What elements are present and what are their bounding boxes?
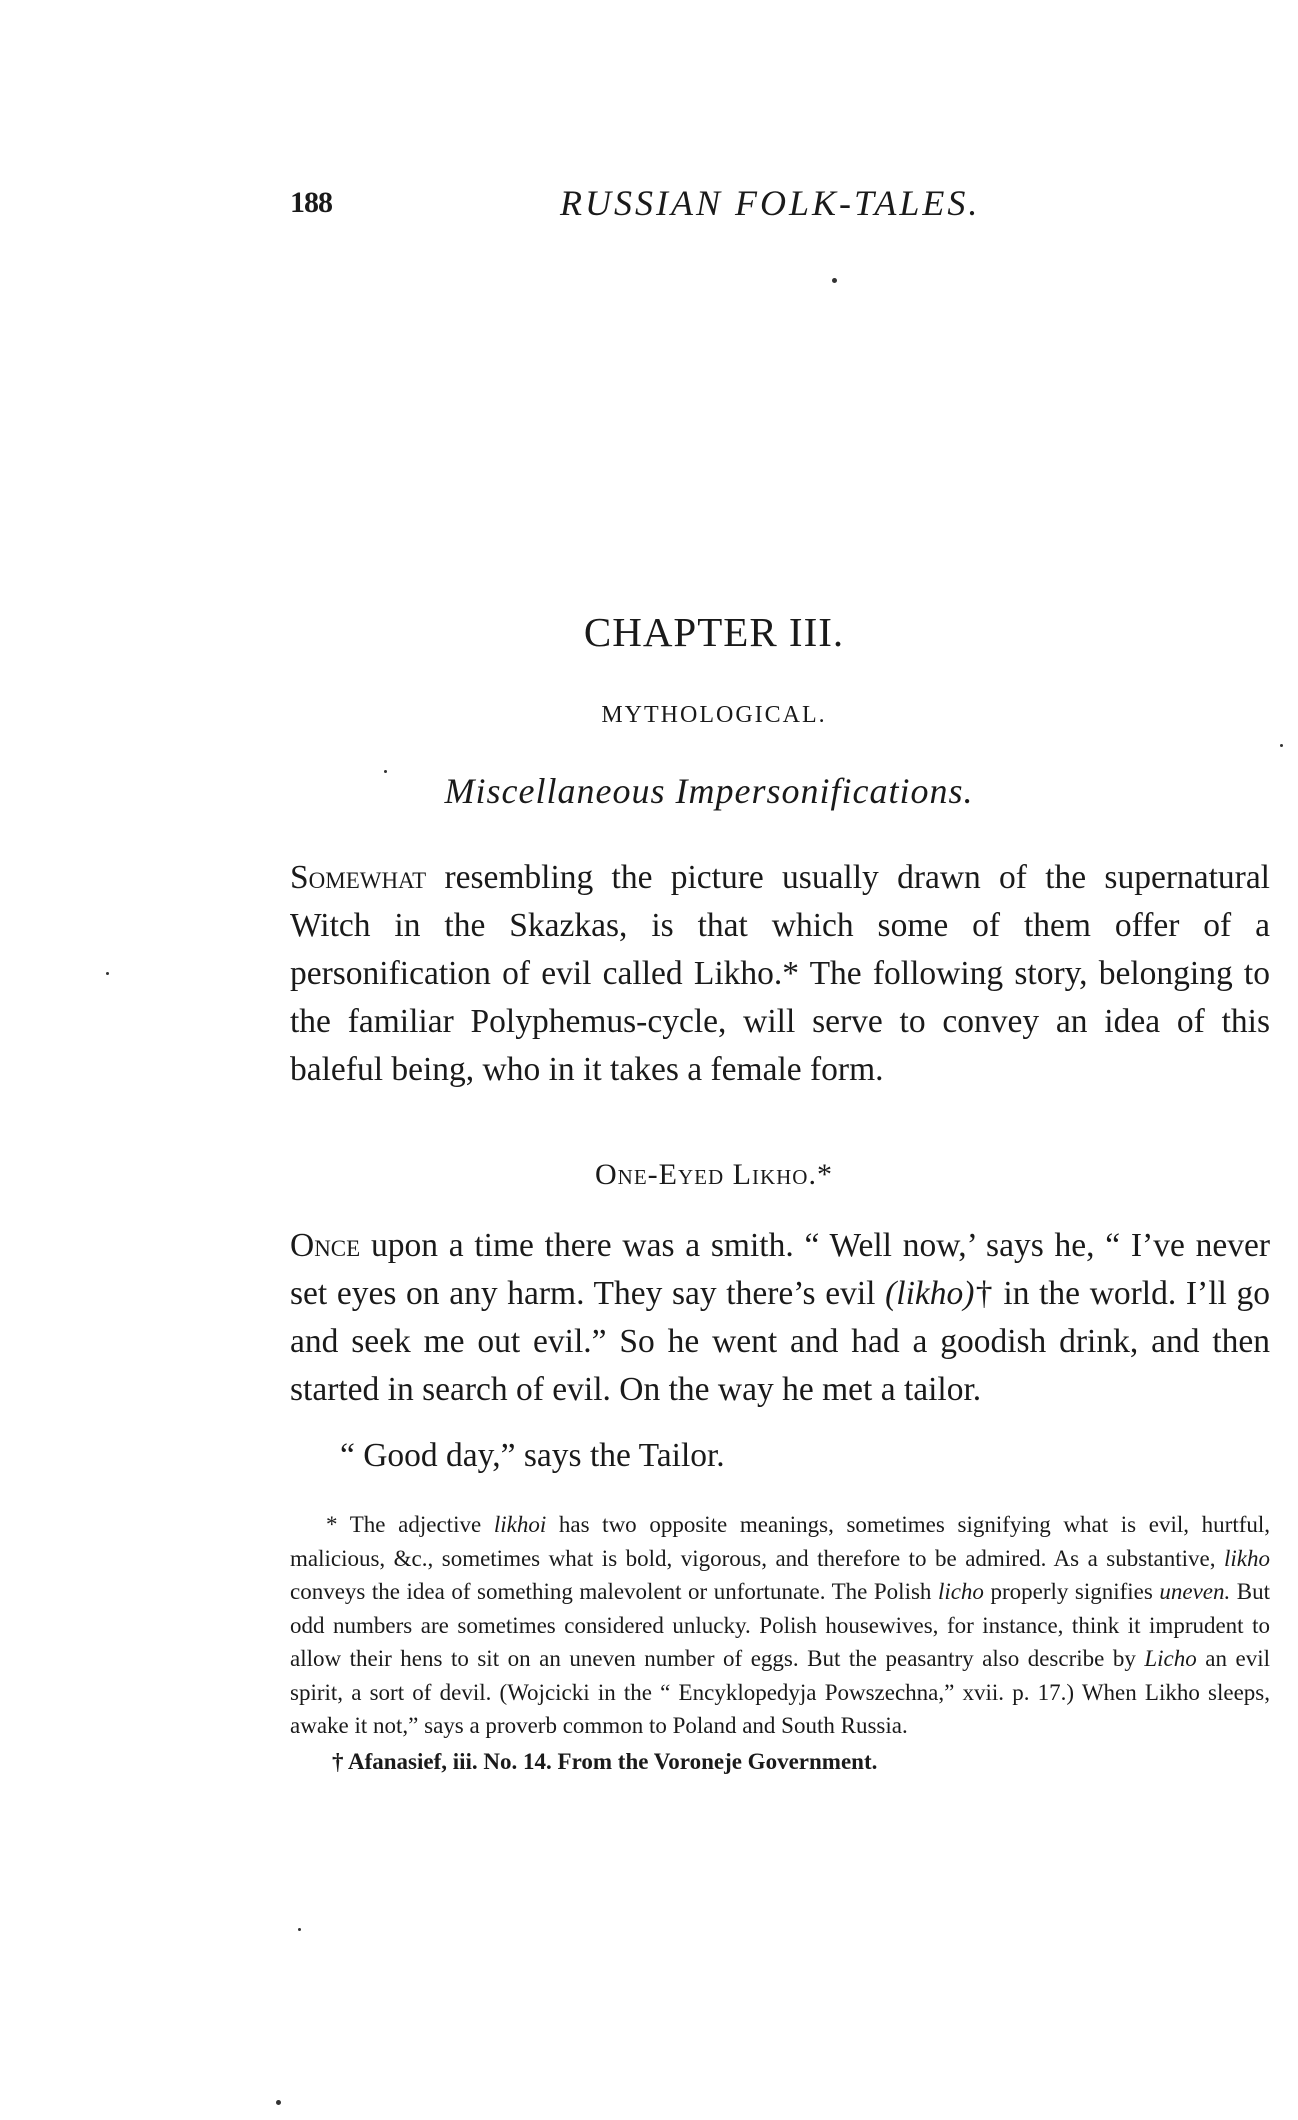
scan-speck bbox=[832, 278, 837, 283]
footnote-text: The adjective bbox=[349, 1512, 494, 1537]
scan-speck bbox=[276, 2100, 281, 2105]
footnote-text: But odd numbers are sometimes considered unlucky. Polish housewives, for instance, think it imprudent to allow their hens to sit on an uneven number of eggs. But the peasantry also describe by bbox=[290, 1579, 1271, 1671]
story-text-2: † in the world. I’ll go and seek me out evil.” So he went and had a goodish drink, and then started in search of evil. On the way he met a tailor. bbox=[290, 1275, 1270, 1408]
scan-speck bbox=[384, 770, 387, 773]
footnote-italic: uneven. bbox=[1159, 1579, 1231, 1604]
footnote-italic: Licho bbox=[1144, 1646, 1197, 1671]
running-title: RUSSIAN FOLK-TALES. bbox=[560, 183, 981, 223]
chapter-title: CHAPTER III. bbox=[583, 609, 845, 655]
running-head bbox=[290, 182, 1050, 232]
section-heading: MYTHOLOGICAL. bbox=[601, 702, 827, 728]
likho-word: (likho) bbox=[885, 1275, 975, 1312]
subsection-heading: Miscellaneous Impersonifications. bbox=[444, 771, 974, 811]
story-lead-word: Once bbox=[290, 1227, 361, 1264]
page-number: 188 bbox=[290, 186, 332, 219]
footnote-text: an evil spirit, a sort of devil. (Wojcicki in the “ Encyklopedyja Powszechna,” xvii. p. 17.) When Likho sleeps, awake it not,” says a proverb common to Poland and South Russia. bbox=[290, 1646, 1270, 1738]
story-text-1: upon a time there was a smith. “ Well now,’ says he, “ I’ve never set eyes on any harm. They say there’s evil bbox=[290, 1227, 1270, 1312]
footnote-text: properly signifies bbox=[983, 1579, 1160, 1604]
scan-speck bbox=[1280, 744, 1283, 747]
footnote-likho-meaning bbox=[290, 1508, 1270, 1743]
footnotes bbox=[290, 1508, 1270, 1778]
intro-text: resembling the picture usually drawn of the supernatural Witch in the Skazkas, is that which some of them offer of a personification of evil called Likho.* The following story, belonging to the familiar Polyphemus-cycle, will serve to convey an idea of this baleful being, who in it takes a female form. bbox=[290, 859, 1270, 1088]
intro-lead-word: Somewhat bbox=[290, 859, 427, 896]
story-paragraph bbox=[290, 1222, 1270, 1414]
scan-speck bbox=[298, 1928, 301, 1931]
footnote-italic: likhoi bbox=[493, 1512, 547, 1537]
footnote-italic: likho bbox=[1224, 1545, 1270, 1571]
footnote-italic: licho bbox=[937, 1579, 984, 1604]
story-heading: One-Eyed Likho.* bbox=[595, 1158, 833, 1191]
intro-paragraph bbox=[290, 854, 1270, 1094]
footnote-text: has two opposite meanings, sometimes signifying what is evil, hurtful, malicious, &c., sometimes what is bold, vigorous, and therefore to be admired. As a substantive, bbox=[290, 1512, 1271, 1571]
footnote-text: conveys the idea of something malevolent or unfortunate. The Polish bbox=[290, 1579, 938, 1604]
scan-speck bbox=[106, 972, 109, 975]
footnote-marker: * bbox=[326, 1512, 350, 1537]
tailor-dialogue-line: “ Good day,” says the Tailor. bbox=[340, 1437, 725, 1474]
footnote-source: † Afanasief, iii. No. 14. From the Voroneje Government. bbox=[332, 1748, 878, 1774]
